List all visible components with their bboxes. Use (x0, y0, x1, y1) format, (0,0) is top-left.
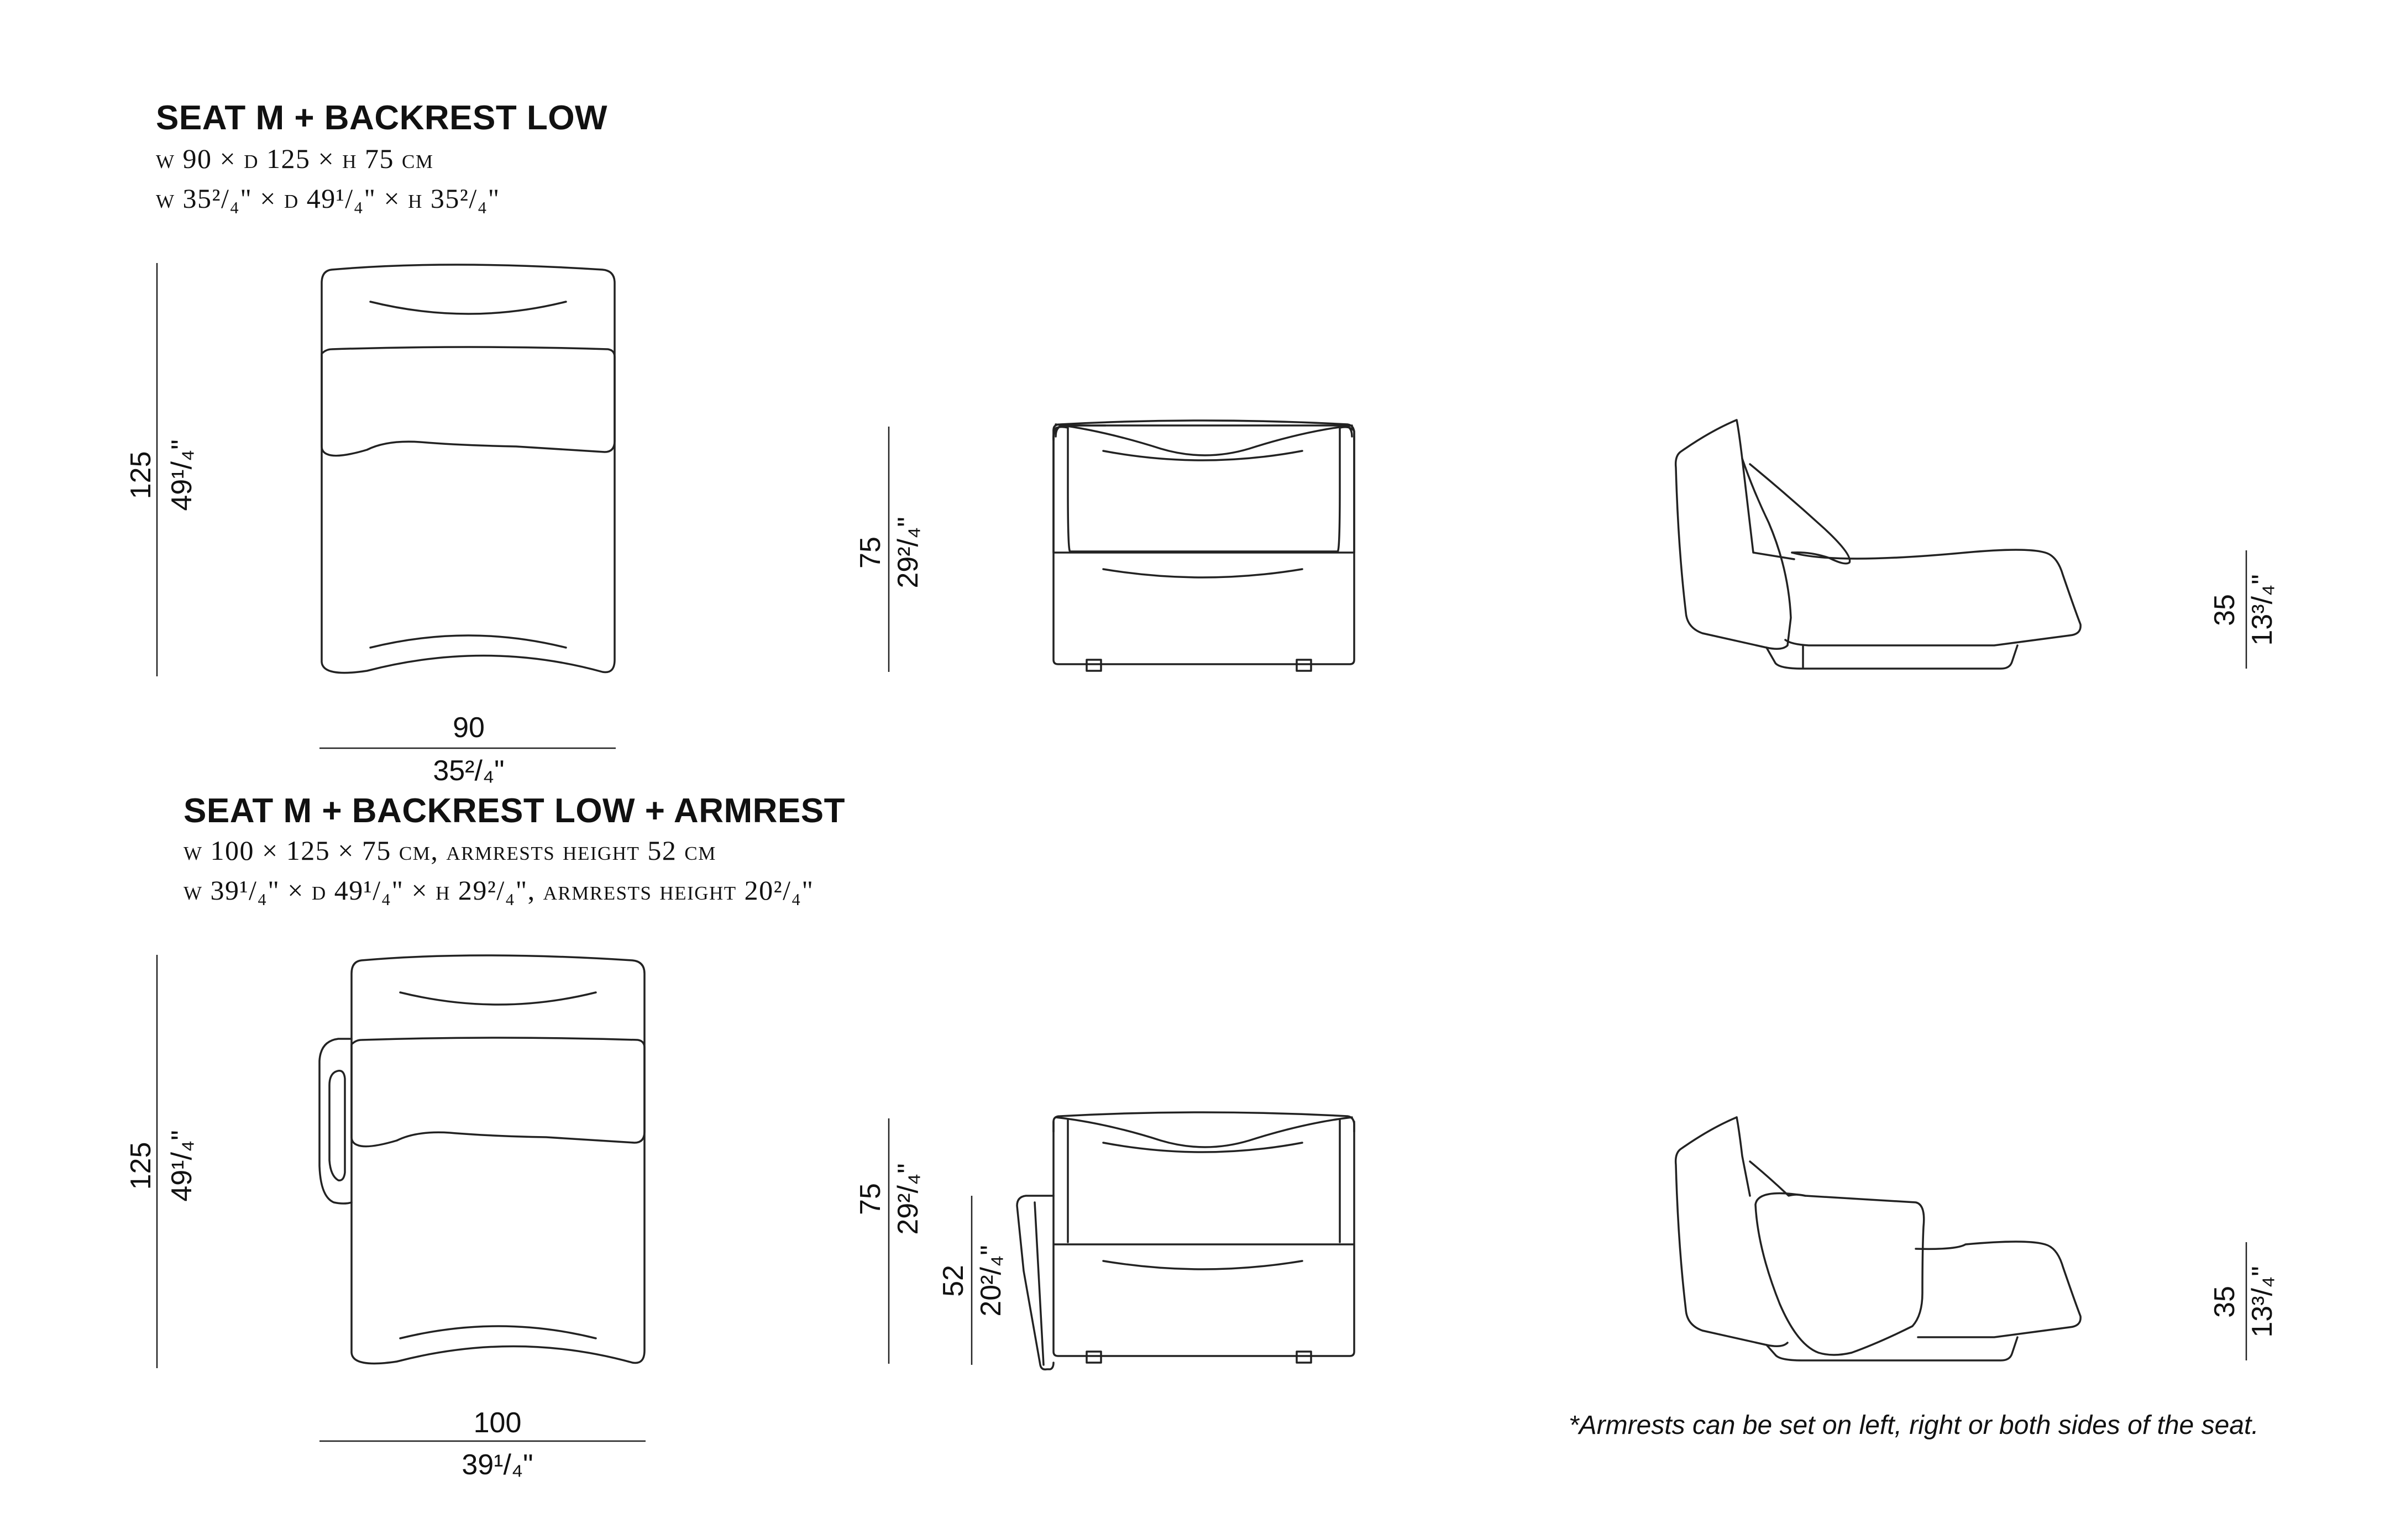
bottom-depth-in: 49¹/₄" (166, 1130, 198, 1202)
top-seat-cm: 35 (2209, 594, 2241, 626)
section-1-spec-cm: w 90 × d 125 × h 75 cm (156, 143, 434, 174)
top-width-cm: 90 (453, 712, 485, 744)
bottom-armrest-cm: 52 (937, 1265, 969, 1297)
section-2-spec-in: w 39¹/₄" × d 49¹/₄" × h 29²/₄", armrests height 20²/₄" (184, 875, 814, 906)
bottom-armrest-in: 20²/₄" (975, 1245, 1007, 1317)
bottom-plan-view (319, 955, 644, 1364)
top-front-view (1054, 421, 1354, 671)
section-2-spec-cm: w 100 × 125 × 75 cm, armrests height 52 cm (184, 835, 716, 866)
top-height-in: 29²/₄" (892, 517, 924, 588)
top-height-cm: 75 (855, 537, 887, 569)
top-seat-in: 13³/₄" (2246, 574, 2278, 646)
top-side-view (1676, 420, 2081, 669)
section-1-spec-in: w 35²/₄" × d 49¹/₄" × h 35²/₄" (156, 183, 500, 214)
top-plan-view (322, 265, 615, 673)
armrest-note: *Armrests can be set on left, right or both sides of the seat. (1569, 1411, 2259, 1440)
bottom-width-cm: 100 (473, 1407, 522, 1439)
top-width-in: 35²/₄" (433, 755, 505, 787)
top-depth-cm: 125 (125, 451, 157, 500)
bottom-depth-cm: 125 (125, 1142, 157, 1190)
bottom-height-in: 29²/₄" (892, 1163, 924, 1235)
bottom-seat-cm: 35 (2209, 1286, 2241, 1318)
section-1-title: SEAT M + BACKREST LOW (156, 99, 608, 137)
top-depth-in: 49¹/₄" (166, 439, 198, 511)
section-2-title: SEAT M + BACKREST LOW + ARMREST (184, 792, 845, 830)
bottom-front-view (1017, 1112, 1354, 1369)
bottom-side-view (1676, 1117, 2081, 1360)
bottom-height-cm: 75 (855, 1183, 887, 1215)
bottom-seat-in: 13³/₄" (2246, 1266, 2278, 1338)
bottom-width-in: 39¹/₄" (462, 1449, 533, 1481)
